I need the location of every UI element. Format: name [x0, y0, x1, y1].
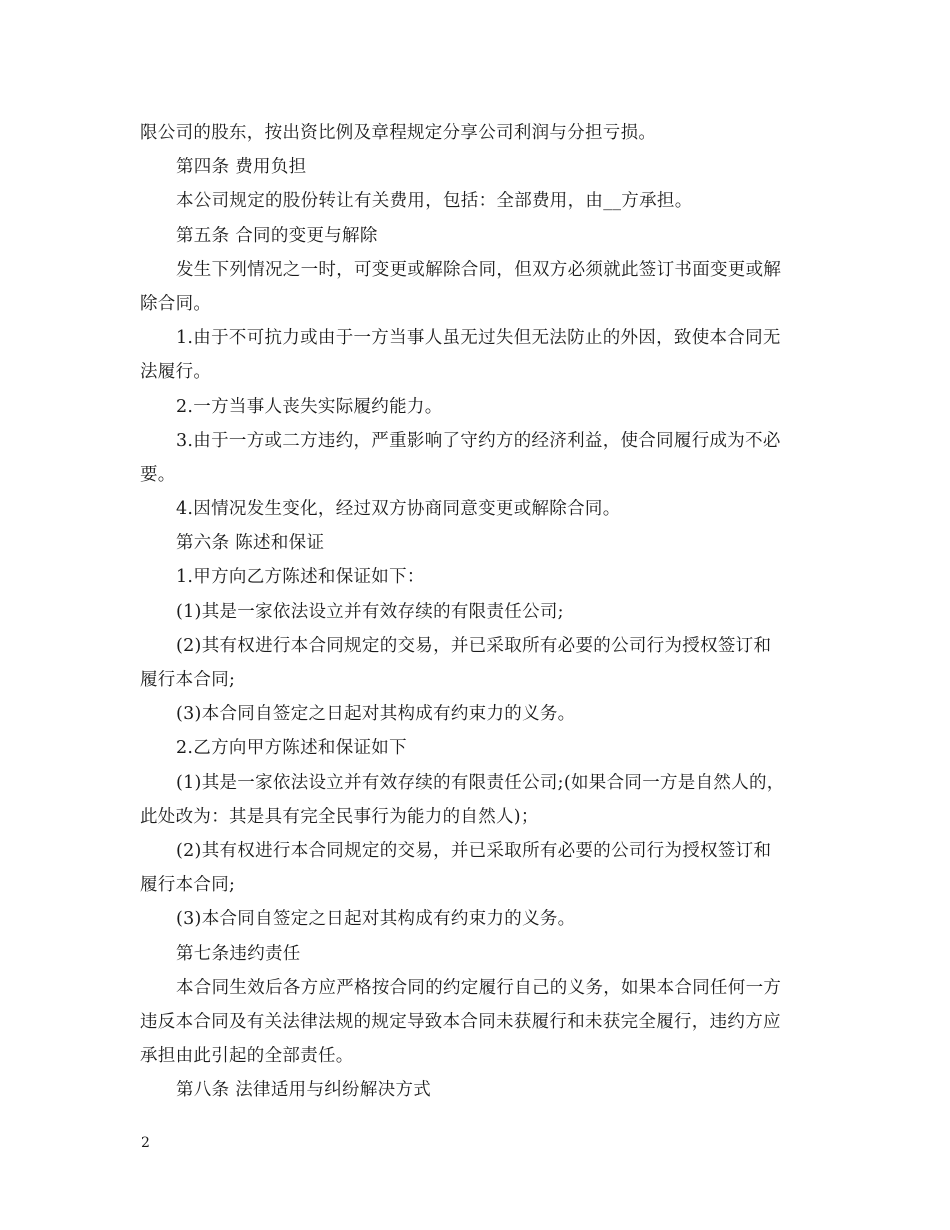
- list-item: (2)其有权进行本合同规定的交易，并已采取所有必要的公司行为授权签订和: [176, 840, 772, 861]
- section-heading: 第四条 费用负担: [176, 157, 307, 178]
- text-line: 法履行。: [140, 362, 212, 383]
- section-heading: 第五条 合同的变更与解除: [176, 225, 378, 246]
- list-item: (3)本合同自签定之日起对其构成有约束力的义务。: [176, 909, 576, 930]
- text-line: 限公司的股东，按出资比例及章程规定分享公司利润与分担亏损。: [140, 123, 657, 143]
- list-item: (1)其是一家依法设立并有效存续的有限责任公司;: [176, 601, 564, 622]
- list-item: 2.乙方向甲方陈述和保证如下: [176, 738, 407, 759]
- list-item: (1)其是一家依法设立并有效存续的有限责任公司;(如果合同一方是自然人的，: [176, 772, 785, 793]
- section-heading: 第六条 陈述和保证: [176, 533, 325, 554]
- page-number: 2: [141, 1135, 150, 1151]
- list-item: 4.因情况发生变化，经过双方协商同意变更或解除合同。: [176, 499, 621, 520]
- list-item: 1.甲方向乙方陈述和保证如下：: [176, 567, 425, 588]
- text-line: 违反本合同及有关法律法规的规定导致本合同未获履行和未获完全履行，违约方应: [140, 1011, 781, 1032]
- section-heading: 第七条违约责任: [176, 943, 301, 964]
- text-line: 履行本合同;: [140, 875, 236, 896]
- list-item: (3)本合同自签定之日起对其构成有约束力的义务。: [176, 704, 576, 725]
- list-item: 3.由于一方或二方违约，严重影响了守约方的经济利益，使合同履行成为不必: [176, 430, 781, 451]
- text-line: 除合同。: [140, 293, 212, 314]
- text-line: 本合同生效后各方应严格按合同的约定履行自己的义务，如果本合同任何一方: [176, 977, 782, 998]
- list-item: (2)其有权进行本合同规定的交易，并已采取所有必要的公司行为授权签订和: [176, 635, 772, 656]
- section-heading: 第八条 法律适用与纠纷解决方式: [176, 1080, 432, 1101]
- text-line: 本公司规定的股份转让有关费用，包括：全部费用，由__方承担。: [176, 191, 693, 212]
- text-line: 承担由此引起的全部责任。: [140, 1046, 354, 1067]
- document-body: [140, 116, 820, 1107]
- text-line: 履行本合同;: [140, 670, 236, 690]
- text-line: 发生下列情况之一时，可变更或解除合同，但双方必须就此签订书面变更或解: [176, 259, 782, 280]
- text-line: 此处改为：其是具有完全民事行为能力的自然人)；: [140, 806, 539, 827]
- list-item: 1.由于不可抗力或由于一方当事人虽无过失但无法防止的外因，致使本合同无: [176, 328, 781, 349]
- text-line: 要。: [140, 464, 176, 485]
- list-item: 2.一方当事人丧失实际履约能力。: [176, 396, 443, 417]
